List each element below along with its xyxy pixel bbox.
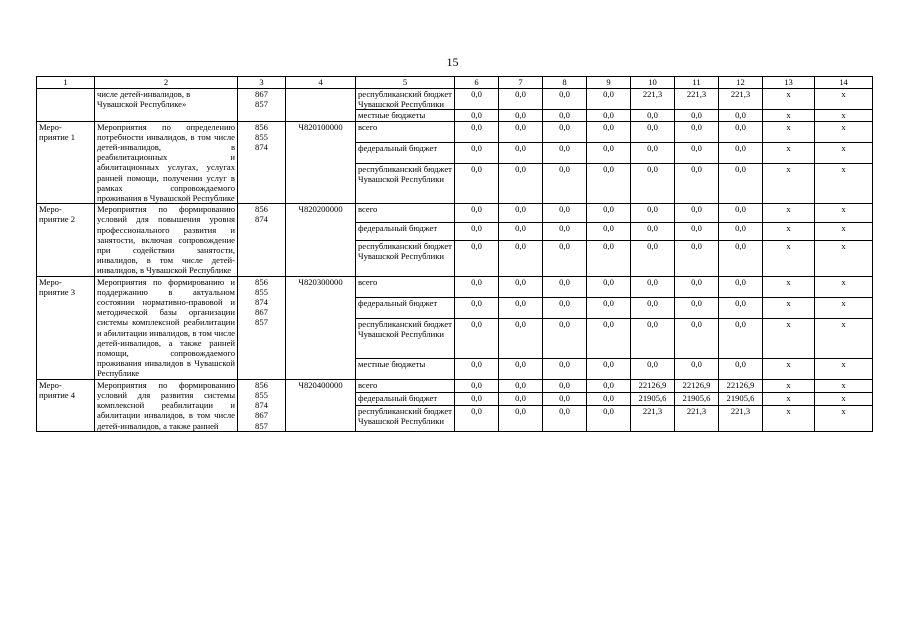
budget-codes [238, 204, 286, 276]
value-cell: 0,0 [455, 406, 499, 431]
funding-source: республиканский бюджет Чувашской Республики [356, 163, 455, 203]
value-cell: 0,0 [499, 358, 543, 379]
budget-codes-line: 856 [255, 204, 268, 215]
value-cell: x [815, 379, 873, 392]
value-cell: 0,0 [455, 297, 499, 318]
funding-source: республиканский бюджет Чувашской Республики [356, 89, 455, 110]
header-row [37, 77, 873, 89]
value-cell: 0,0 [719, 297, 763, 318]
column-header-12: 12 [719, 77, 763, 89]
value-cell: 22126,9 [675, 379, 719, 392]
event-label-line: приятие 3 [39, 286, 76, 297]
value-cell: 0,0 [543, 222, 587, 241]
budget-codes-line: 855 [255, 389, 268, 400]
value-cell: 0,0 [455, 222, 499, 241]
value-cell: 0,0 [543, 406, 587, 431]
event-description: Мероприятия по формированию условий для развития системы комплексной реабилитации и абилитации инвалидов, в том числе детей-инвалидов, а также ранней [95, 379, 238, 431]
value-cell: 0,0 [587, 142, 631, 163]
column-header-2: 2 [95, 77, 238, 89]
value-cell: 221,3 [631, 89, 675, 110]
value-cell: x [815, 276, 873, 297]
column-header-9: 9 [587, 77, 631, 89]
value-cell: 0,0 [587, 358, 631, 379]
value-cell: x [815, 121, 873, 142]
value-cell: 221,3 [719, 89, 763, 110]
value-cell: 0,0 [719, 318, 763, 358]
value-cell: x [763, 222, 815, 241]
value-cell: 0,0 [543, 204, 587, 223]
value-cell: 21905,6 [675, 392, 719, 405]
target-code: Ч820300000 [286, 276, 356, 379]
value-cell: 0,0 [719, 142, 763, 163]
column-header-5: 5 [356, 77, 455, 89]
value-cell: 0,0 [499, 241, 543, 276]
value-cell: 0,0 [455, 379, 499, 392]
table-row [37, 121, 873, 142]
funding-source: местные бюджеты [356, 110, 455, 121]
value-cell: 0,0 [719, 121, 763, 142]
value-cell: 0,0 [675, 163, 719, 203]
value-cell: 21905,6 [631, 392, 675, 405]
value-cell: 0,0 [499, 110, 543, 121]
table-row [37, 276, 873, 297]
value-cell: 0,0 [675, 358, 719, 379]
value-cell: 0,0 [499, 297, 543, 318]
event-label [37, 121, 95, 204]
budget-codes [238, 121, 286, 204]
budget-codes-line: 874 [255, 214, 268, 225]
budget-codes-line: 856 [255, 121, 268, 132]
value-cell: 0,0 [543, 110, 587, 121]
value-cell: 0,0 [543, 121, 587, 142]
value-cell: x [815, 297, 873, 318]
value-cell: 0,0 [499, 392, 543, 405]
value-cell: x [815, 318, 873, 358]
value-cell: 0,0 [499, 204, 543, 223]
value-cell: 0,0 [587, 318, 631, 358]
value-cell: 0,0 [719, 163, 763, 203]
budget-codes-line: 856 [255, 276, 268, 287]
event-description: Мероприятия по формированию условий для повышения уровня профессионального развития и занятости, включая сопровождение при содействии занятости, инвалидов, в том числе детей-инвалидов, в Чувашской Республике [95, 204, 238, 276]
table-row [37, 89, 873, 110]
table-body [37, 89, 873, 432]
value-cell: x [763, 110, 815, 121]
value-cell: 0,0 [455, 392, 499, 405]
funding-source: республиканский бюджет Чувашской Республики [356, 318, 455, 358]
event-label-line: приятие 4 [39, 389, 76, 400]
value-cell: 0,0 [499, 318, 543, 358]
budget-table [36, 76, 873, 432]
table-row [37, 204, 873, 223]
event-label-cell [37, 89, 95, 122]
value-cell: x [815, 142, 873, 163]
value-cell: 0,0 [455, 241, 499, 276]
value-cell: 0,0 [675, 222, 719, 241]
target-code: Ч820100000 [286, 121, 356, 204]
budget-codes [238, 89, 286, 122]
funding-source: всего [356, 276, 455, 297]
value-cell: 0,0 [499, 276, 543, 297]
value-cell: 0,0 [675, 204, 719, 223]
value-cell: 0,0 [543, 318, 587, 358]
budget-codes [238, 379, 286, 431]
value-cell: 0,0 [631, 318, 675, 358]
value-cell: 0,0 [455, 163, 499, 203]
value-cell: 0,0 [631, 204, 675, 223]
value-cell: 0,0 [631, 358, 675, 379]
value-cell: 0,0 [455, 276, 499, 297]
value-cell: 0,0 [631, 297, 675, 318]
event-description: Мероприятия по формированию и поддержанию в актуальном состоянии нормативно-правовой и методической базы организации системы комплексной реабилитации и абилитации инвалидов, в том числе детей-инвалидов, а также ранней помощи, сопровождаемого проживания инвалидов в Чувашской Республике [95, 276, 238, 379]
value-cell: 221,3 [719, 406, 763, 431]
value-cell: 0,0 [455, 358, 499, 379]
value-cell: x [815, 163, 873, 203]
value-cell: 0,0 [499, 121, 543, 142]
budget-codes-line: 855 [255, 286, 268, 297]
value-cell: 0,0 [543, 142, 587, 163]
value-cell: x [763, 89, 815, 110]
value-cell: x [763, 392, 815, 405]
value-cell: 0,0 [631, 222, 675, 241]
value-cell: 0,0 [587, 110, 631, 121]
value-cell: x [763, 241, 815, 276]
value-cell: x [763, 379, 815, 392]
value-cell: x [815, 110, 873, 121]
budget-codes-line: 867 [255, 410, 268, 421]
funding-source: всего [356, 204, 455, 223]
target-code: Ч820400000 [286, 379, 356, 431]
event-description-line: числе детей-инвалидов, в [97, 89, 191, 99]
event-label-line: приятие 2 [39, 214, 76, 225]
budget-codes-line: 874 [255, 297, 268, 308]
column-header-1: 1 [37, 77, 95, 89]
value-cell: 0,0 [587, 241, 631, 276]
value-cell: 0,0 [587, 121, 631, 142]
event-label [37, 379, 95, 431]
funding-source: всего [356, 121, 455, 142]
column-header-13: 13 [763, 77, 815, 89]
value-cell: 0,0 [455, 318, 499, 358]
value-cell: 0,0 [455, 89, 499, 110]
column-header-14: 14 [815, 77, 873, 89]
value-cell: 0,0 [675, 276, 719, 297]
value-cell: 0,0 [587, 276, 631, 297]
value-cell: 0,0 [631, 142, 675, 163]
value-cell: 0,0 [587, 392, 631, 405]
value-cell: 221,3 [675, 406, 719, 431]
value-cell: 0,0 [675, 121, 719, 142]
value-cell: x [815, 358, 873, 379]
column-header-11: 11 [675, 77, 719, 89]
column-header-7: 7 [499, 77, 543, 89]
event-label-line: Меро- [39, 121, 62, 132]
value-cell: 0,0 [719, 241, 763, 276]
event-label-line: приятие 1 [39, 131, 76, 142]
value-cell: 0,0 [499, 222, 543, 241]
value-cell: 0,0 [543, 276, 587, 297]
value-cell: 0,0 [455, 121, 499, 142]
value-cell: 0,0 [455, 110, 499, 121]
funding-source: федеральный бюджет [356, 392, 455, 405]
value-cell: x [763, 318, 815, 358]
target-code [286, 89, 356, 122]
value-cell: 22126,9 [631, 379, 675, 392]
value-cell: 0,0 [719, 222, 763, 241]
event-label-line: Меро- [39, 276, 62, 287]
budget-codes-line: 874 [255, 400, 268, 411]
value-cell: x [763, 204, 815, 223]
funding-source: республиканский бюджет Чувашской Республики [356, 406, 455, 431]
value-cell: 0,0 [675, 297, 719, 318]
value-cell: 0,0 [719, 110, 763, 121]
value-cell: 0,0 [499, 142, 543, 163]
value-cell: 0,0 [631, 276, 675, 297]
value-cell: 0,0 [543, 297, 587, 318]
value-cell: x [763, 142, 815, 163]
value-cell: 0,0 [587, 204, 631, 223]
value-cell: 0,0 [675, 142, 719, 163]
value-cell: 0,0 [631, 121, 675, 142]
column-header-10: 10 [631, 77, 675, 89]
value-cell: 221,3 [675, 89, 719, 110]
budget-codes-line: 857 [255, 317, 268, 328]
budget-codes-line: 856 [255, 379, 268, 390]
value-cell: 0,0 [455, 204, 499, 223]
table-row [37, 379, 873, 392]
value-cell: 21905,6 [719, 392, 763, 405]
event-label [37, 276, 95, 379]
target-code: Ч820200000 [286, 204, 356, 276]
funding-source: республиканский бюджет Чувашской Республики [356, 241, 455, 276]
value-cell: 0,0 [499, 89, 543, 110]
column-header-4: 4 [286, 77, 356, 89]
value-cell: 0,0 [543, 358, 587, 379]
value-cell: x [815, 89, 873, 110]
page-number: 15 [446, 55, 459, 69]
event-description [95, 89, 238, 122]
event-label-line: Меро- [39, 379, 62, 390]
value-cell: 0,0 [543, 392, 587, 405]
value-cell: 0,0 [499, 406, 543, 431]
value-cell: 0,0 [719, 204, 763, 223]
value-cell: 0,0 [675, 241, 719, 276]
value-cell: 0,0 [587, 406, 631, 431]
column-header-6: 6 [455, 77, 499, 89]
value-cell: 0,0 [587, 89, 631, 110]
column-header-3: 3 [238, 77, 286, 89]
value-cell: 0,0 [587, 163, 631, 203]
value-cell: 0,0 [587, 297, 631, 318]
budget-codes-line: 855 [255, 131, 268, 142]
budget-codes-line: 867 [255, 307, 268, 318]
funding-source: федеральный бюджет [356, 142, 455, 163]
value-cell: 0,0 [631, 163, 675, 203]
value-cell: 0,0 [499, 379, 543, 392]
value-cell: x [763, 121, 815, 142]
budget-codes-line: 874 [255, 142, 268, 153]
value-cell: x [763, 358, 815, 379]
value-cell: 0,0 [543, 89, 587, 110]
value-cell: 0,0 [631, 110, 675, 121]
value-cell: x [763, 297, 815, 318]
funding-source: местные бюджеты [356, 358, 455, 379]
value-cell: 0,0 [631, 241, 675, 276]
value-cell: x [763, 163, 815, 203]
value-cell: x [763, 406, 815, 431]
value-cell: 0,0 [543, 163, 587, 203]
value-cell: x [815, 406, 873, 431]
budget-codes-line: 867 [255, 89, 268, 99]
value-cell: 0,0 [587, 222, 631, 241]
budget-codes-line: 857 [255, 420, 268, 431]
value-cell: x [763, 276, 815, 297]
value-cell: 22126,9 [719, 379, 763, 392]
value-cell: 0,0 [455, 142, 499, 163]
value-cell: 0,0 [719, 276, 763, 297]
column-header-8: 8 [543, 77, 587, 89]
value-cell: 0,0 [543, 241, 587, 276]
value-cell: 221,3 [631, 406, 675, 431]
event-description-line: Чувашской Республике» [97, 99, 187, 110]
value-cell: 0,0 [543, 379, 587, 392]
value-cell: x [815, 204, 873, 223]
value-cell: x [815, 222, 873, 241]
budget-codes [238, 276, 286, 379]
budget-codes-line: 857 [255, 99, 268, 110]
funding-source: федеральный бюджет [356, 297, 455, 318]
funding-source: всего [356, 379, 455, 392]
funding-source: федеральный бюджет [356, 222, 455, 241]
event-label [37, 204, 95, 276]
value-cell: 0,0 [719, 358, 763, 379]
value-cell: 0,0 [675, 318, 719, 358]
value-cell: 0,0 [675, 110, 719, 121]
value-cell: 0,0 [499, 163, 543, 203]
value-cell: 0,0 [587, 379, 631, 392]
value-cell: x [815, 392, 873, 405]
value-cell: x [815, 241, 873, 276]
event-description: Мероприятия по определению потребности инвалидов, в том числе детей-инвалидов, в реабилитационных и абилитационных услугах, услугах ранней помощи, получении услуг в рамках сопровождаемого проживания в Чувашской Республике [95, 121, 238, 204]
event-label-line: Меро- [39, 204, 62, 215]
